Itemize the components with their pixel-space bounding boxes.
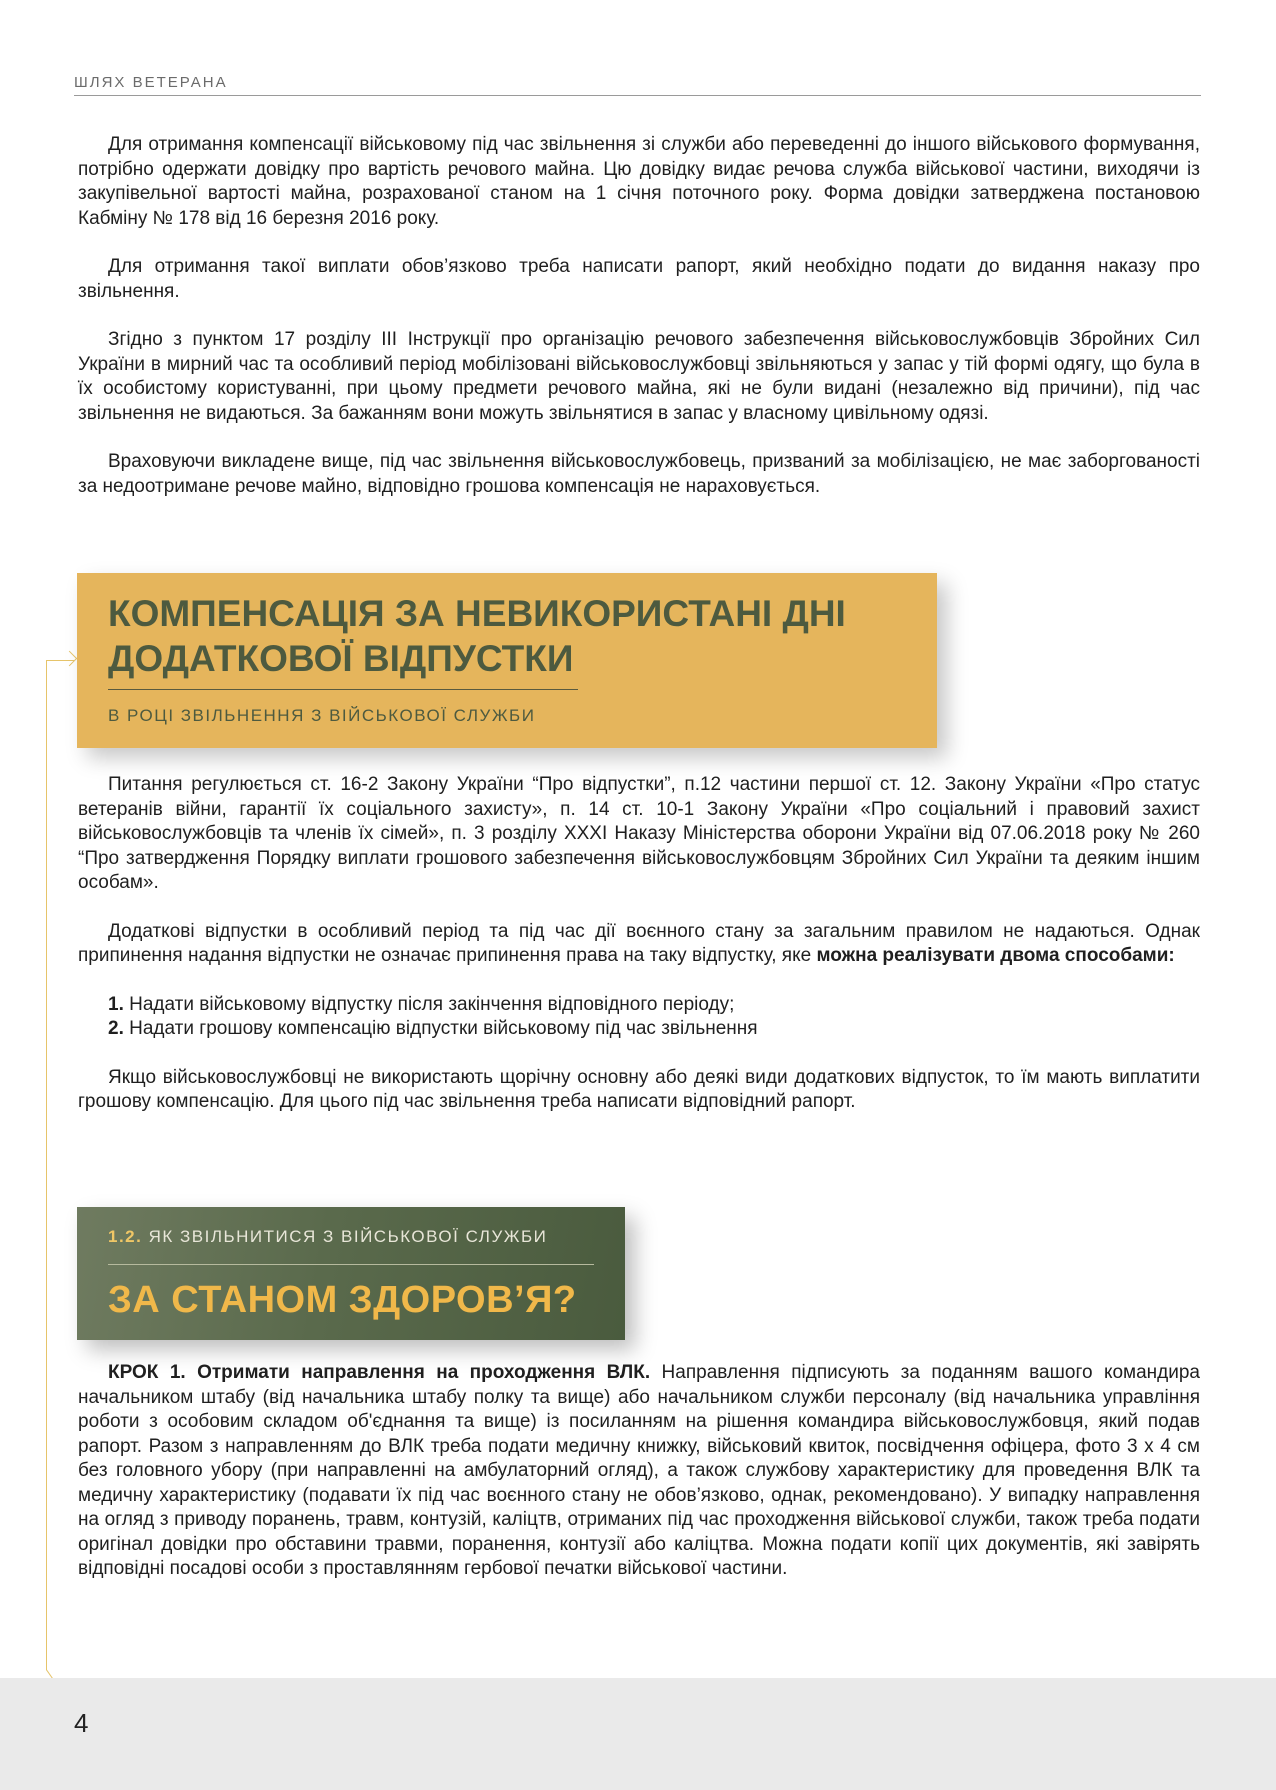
- section-subtitle: В РОЦІ ЗВІЛЬНЕННЯ З ВІЙСЬКОВОЇ СЛУЖБИ: [108, 706, 536, 725]
- decorative-line: [46, 660, 47, 1670]
- section-heading-compensation: [77, 573, 937, 748]
- paragraph: [78, 1361, 1200, 1582]
- list-number: 1.: [108, 993, 124, 1015]
- section-title: ЗА СТАНОМ ЗДОРОВ’Я?: [108, 1279, 577, 1321]
- section-heading-health: [77, 1207, 625, 1340]
- step-heading: КРОК 1. Отримати направлення на проходження ВЛК.: [108, 1362, 651, 1383]
- paragraph: Згідно з пунктом 17 розділу III Інструкції про організацію речового забезпечення військовослужбовців Збройних Сил України в мирний час та особливий період мобілізовані військовослужбовці звільняються у запас у тій формі одягу, що була в їх особистому користуванні, при цьому предмети речового майна, які не були видані (незалежно від причини), під час звільнення не видаються. За бажанням вони можуть звільнятися в запас у власному цивільному одязі.: [78, 329, 1200, 424]
- section-title-rule: [108, 689, 578, 690]
- step-body: Направлення підписують за поданням вашого командира начальником штабу (від начальника штабу полку та вище) або начальником служби персоналу (від начальника управління роботи з особовим складом об'єднання та вище) із посиланням на рішення командира військовослужбовця, який подав рапорт. Разом з направленням до ВЛК треба подати медичну книжку, військовий квиток, посвідчення офіцера, фото 3 х 4 см без головного убору (при направленні на амбулаторний огляд), а також службову характеристику для проведення ВЛК та медичну характеристику (подавати їх під час воєнного стану не обов’язково, однак, рекомендовано). У випадку направлення на огляд з приводу поранень, травм, контузій, каліцтв, отриманих під час проходження військової служби, також треба подати оригінал довідки про обставини травми, поранення, контузії або каліцтва. Можна подати копії цих документів, які завірять відповідні посадові особи з проставлянням гербової печатки військової частини.: [78, 1362, 1200, 1579]
- list-text: Надати грошову компенсацію відпустки військовому під час звільнення: [129, 1018, 758, 1039]
- paragraph: Питання регулюється ст. 16-2 Закону України “Про відпустки”, п.12 частини першої ст. 12. Закону України «Про статус ветеранів війни, гарантії їх соціального захисту», п. 14 ст. 10-1 Закону України «Про соціальний і правовий захист військовослужбовців та членів їх сімей», п. 3 розділу XXXI Наказу Міністерства оборони України від 07.06.2018 року № 260 “Про затвердження Порядку виплати грошового забезпечення військовослужбовцям Збройних Сил України та деяким іншим особам».: [78, 774, 1200, 893]
- paragraph: Для отримання такої виплати обов’язково треба написати рапорт, який необхідно подати до видання наказу про звільнення.: [78, 256, 1200, 302]
- compensation-text: [78, 773, 1200, 1115]
- section-number: 1.2.: [108, 1227, 143, 1246]
- section-title: КОМПЕНСАЦІЯ ЗА НЕВИКОРИСТАНІ ДНІ ДОДАТКОВОЇ ВІДПУСТКИ: [108, 593, 846, 679]
- methods-list: [78, 993, 1200, 1042]
- paragraph: [78, 920, 1200, 969]
- paragraph: Для отримання компенсації військовому під час звільнення зі служби або переведенні до іншого військового формування, потрібно одержати довідку про вартість речового майна. Цю довідку видає речова служба військової частини, виходячи із закупівельної вартості майна, розрахованої станом на 1 січня поточного року. Форма довідки затверджена постановою Кабміну № 178 від 16 березня 2016 року.: [78, 134, 1200, 229]
- section-title-rule: [108, 1264, 594, 1265]
- step-text: [78, 1361, 1200, 1582]
- intro-text: [78, 133, 1200, 499]
- chevron-right-icon: [62, 651, 78, 667]
- list-item: [78, 993, 1200, 1018]
- section-subtitle: [108, 1227, 547, 1247]
- paragraph-bold: можна реалізувати двома способами:: [816, 945, 1175, 966]
- header-title: ШЛЯХ ВЕТЕРАНА: [74, 74, 228, 91]
- paragraph-text: Додаткові відпустки в особливий період та під час дії воєнного стану за загальним правилом не надаються. Однак припинення надання відпустки не означає припинення права на таку відпустку, яке: [78, 920, 1200, 966]
- page-number: 4: [74, 1708, 89, 1738]
- list-number: 2.: [108, 1018, 124, 1039]
- paragraph: Якщо військовослужбовці не використають щорічну основну або деякі види додаткових відпусток, то їм мають виплатити грошову компенсацію. Для цього під час звільнення треба написати відповідний рапорт.: [78, 1066, 1200, 1112]
- paragraph: Враховуючи викладене вище, під час звільнення військовослужбовець, призваний за мобілізацією, не має заборгованості за недоотримане речове майно, відповідно грошова компенсація не нараховується.: [78, 451, 1200, 497]
- footer-bar: [0, 1678, 1276, 1790]
- section-subtitle-text: ЯК ЗВІЛЬНИТИСЯ З ВІЙСЬКОВОЇ СЛУЖБИ: [148, 1227, 548, 1246]
- header-rule: [74, 95, 1201, 96]
- list-item: [78, 1017, 1200, 1042]
- list-text: Надати військовому відпустку після закінчення відповідного періоду;: [129, 993, 735, 1015]
